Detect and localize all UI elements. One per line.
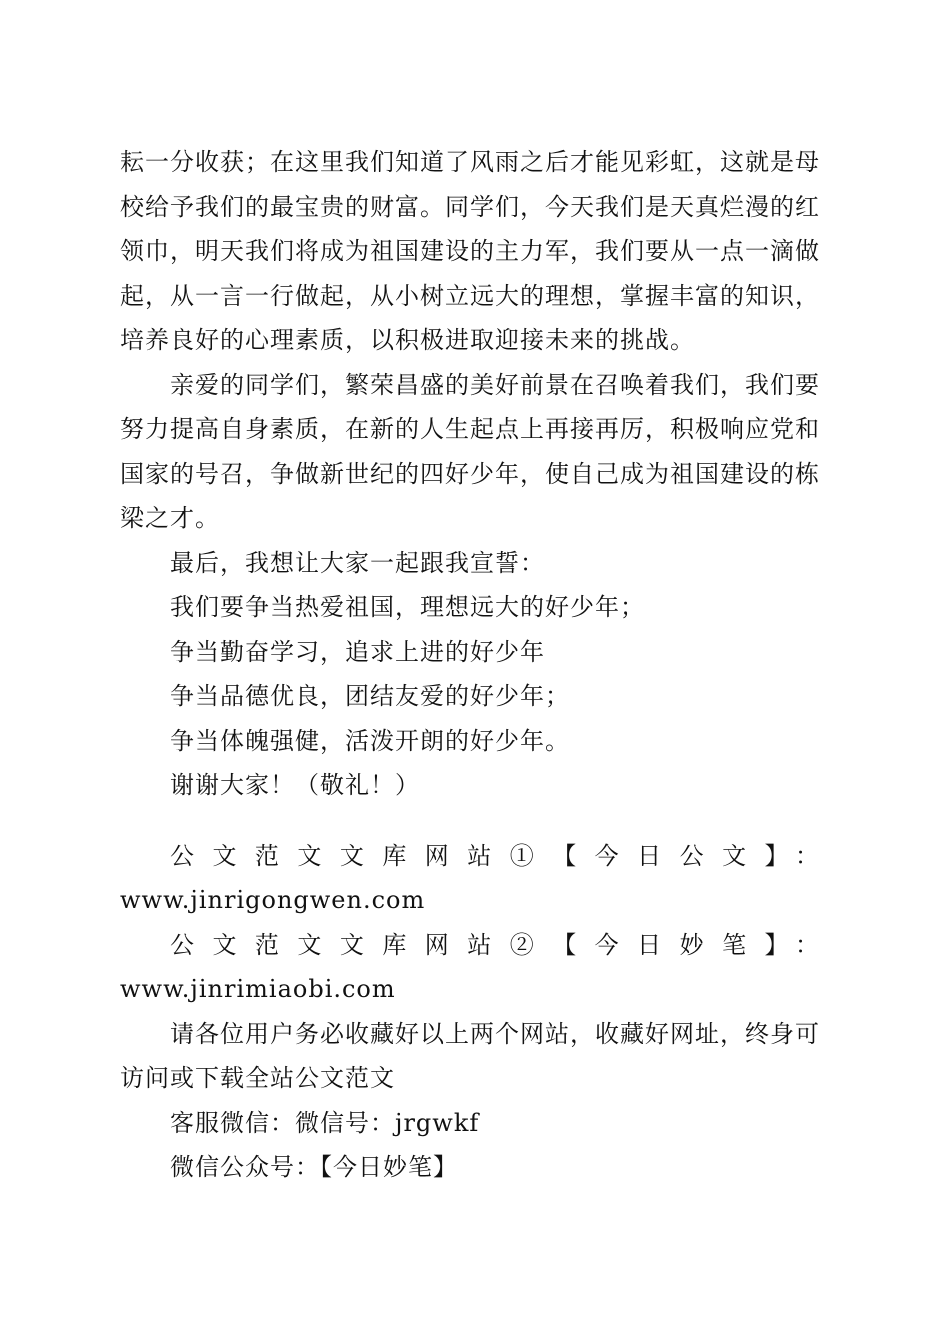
oath-line-1: 我们要争当热爱祖国，理想远大的好少年； bbox=[170, 593, 645, 621]
footer-site1-label: 公文范文文库网站①【今日公文】： bbox=[170, 841, 820, 870]
document-page bbox=[120, 140, 820, 1190]
paragraph-continuation: 耘一分收获；在这里我们知道了风雨之后才能见彩虹，这就是母校给予我们的最宝贵的财富。同学们，今天我们是天真烂漫的红领巾，明天我们将成为祖国建设的主力军，我们要从一点一滴做起，从一言一行做起，从小树立远大的理想，掌握丰富的知识，培养良好的心理素质，以积极进取迎接未来的挑战。 bbox=[120, 148, 820, 354]
paragraph-appeal: 亲爱的同学们，繁荣昌盛的美好前景在召唤着我们，我们要努力提高自身素质，在新的人生起点上再接再厉，积极响应党和国家的号召，争做新世纪的四好少年，使自己成为祖国建设的栋梁之才。 bbox=[120, 370, 820, 532]
footer-site1-url[interactable]: www.jinrigongwen.com bbox=[120, 886, 426, 914]
closing-thanks: 谢谢大家！（敬礼！） bbox=[170, 771, 420, 799]
oath-line-3: 争当品德优良，团结友爱的好少年； bbox=[170, 682, 570, 710]
footer-site2[interactable]: 公文范文文库网站②【今日妙笔】：www.jinrimiaobi.com bbox=[120, 930, 820, 1003]
footer-official-account: 微信公众号：【今日妙笔】 bbox=[170, 1153, 458, 1181]
section-gap bbox=[120, 808, 820, 834]
footer-wechat: 客服微信：微信号：jrgwkf bbox=[170, 1108, 480, 1137]
footer-notice: 请各位用户务必收藏好以上两个网站，收藏好网址，终身可访问或下载全站公文范文 bbox=[120, 1019, 820, 1092]
oath-line-4: 争当体魄强健，活泼开朗的好少年。 bbox=[170, 726, 570, 755]
paragraph-oath-intro: 最后，我想让大家一起跟我宣誓： bbox=[170, 548, 545, 577]
oath-line-2: 争当勤奋学习，追求上进的好少年 bbox=[170, 637, 545, 666]
